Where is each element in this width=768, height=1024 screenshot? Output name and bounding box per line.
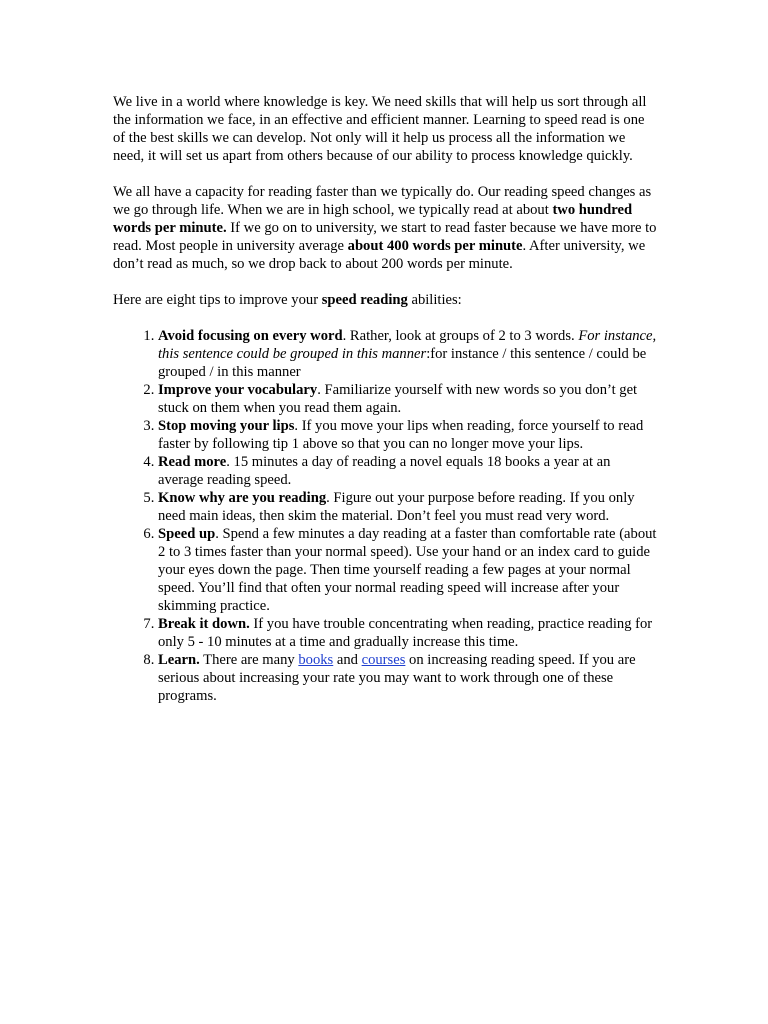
paragraph-text: We all have a capacity for reading faster than we typically do. Our reading speed changes as we go through life. When we are in high school, we typically read at about <box>113 184 652 218</box>
list-item <box>158 453 658 489</box>
list-item <box>158 489 658 525</box>
books-link[interactable]: books <box>298 652 334 668</box>
tip-text: :for instance / this sentence / could be grouped / in this manner <box>158 346 647 380</box>
tip-title: Stop moving your lips <box>158 418 295 434</box>
paragraph-tips-intro <box>113 291 658 309</box>
tip-title: Read more <box>158 454 227 470</box>
tip-example: For instance, this sentence could be grouped in this manner <box>158 328 657 362</box>
tip-text: . If you move your lips when reading, force yourself to read faster by following tip 1 above so that you can no longer move your lips. <box>158 418 644 452</box>
list-item <box>158 525 658 615</box>
paragraph-knowledge: We live in a world where knowledge is key. We need skills that will help us sort through all the information we face, in an effective and efficient manner. Learning to speed read is one of the best skills we can develop. Not only will it help us process all the information we need, it will set us apart from others because of our ability to process knowledge quickly. <box>113 94 647 164</box>
paragraph-text: If we go on to university, we start to read faster because we have more to read. Most people in university average <box>113 220 657 254</box>
tip-title: Learn. <box>158 652 200 668</box>
tip-title: Break it down. <box>158 616 250 632</box>
tip-text: and <box>333 652 362 668</box>
intro-text: Here are eight tips to improve your <box>113 292 322 308</box>
list-item <box>158 417 658 453</box>
bold-phrase: about 400 words per minute <box>347 238 523 254</box>
list-item <box>158 615 658 651</box>
bold-phrase: speed reading <box>321 292 408 308</box>
intro-text: abilities: <box>407 292 462 308</box>
tip-title: Avoid focusing on every word <box>158 328 343 344</box>
tip-title: Improve your vocabulary <box>158 382 318 398</box>
tip-text: . Figure out your purpose before reading. If you only need main ideas, then skim the material. Don’t feel you must read very word. <box>158 490 635 524</box>
tip-text: . Rather, look at groups of 2 to 3 words. <box>342 328 579 344</box>
list-item <box>158 327 658 381</box>
document-body <box>113 93 658 705</box>
tip-title: Know why are you reading <box>158 490 327 506</box>
bold-phrase: two hundred words per minute. <box>113 202 633 236</box>
tip-text: . 15 minutes a day of reading a novel equals 18 books a year at an average reading speed. <box>158 454 611 488</box>
paragraph-reading-capacity <box>113 183 658 273</box>
tip-text: . Spend a few minutes a day reading at a faster than comfortable rate (about 2 to 3 times faster than your normal speed). Use your hand or an index card to guide your eyes down the page. Then time yourself reading a few pages at your normal speed. You’ll find that often your normal reading speed will increase after your skimming practice. <box>158 526 657 614</box>
tip-text: . Familiarize yourself with new words so you don’t get stuck on them when you read them again. <box>158 382 638 416</box>
courses-link[interactable]: courses <box>361 652 406 668</box>
tip-text: on increasing reading speed. If you are serious about increasing your rate you may want to work through one of these programs. <box>158 652 636 704</box>
tip-text: There are many <box>199 652 299 668</box>
tips-list <box>113 327 658 705</box>
paragraph-text: . After university, we don’t read as much, so we drop back to about 200 words per minute. <box>113 238 646 272</box>
tip-title: Speed up <box>158 526 216 542</box>
list-item <box>158 651 658 705</box>
list-item <box>158 381 658 417</box>
tip-text: If you have trouble concentrating when reading, practice reading for only 5 - 10 minutes at a time and gradually increase this time. <box>158 616 653 650</box>
